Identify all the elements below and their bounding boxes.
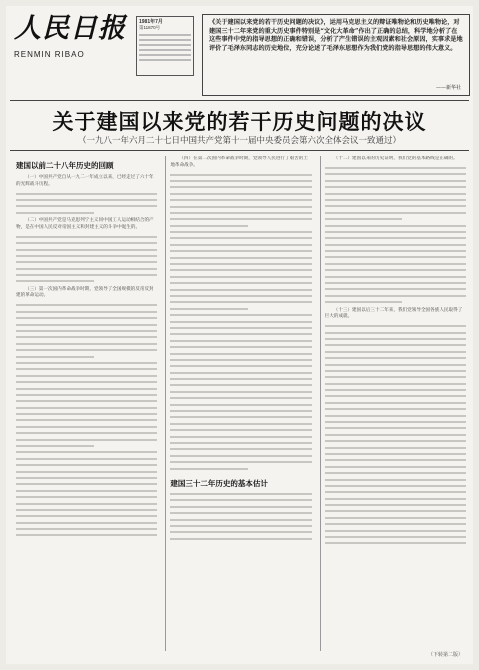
paragraph: （十三）建国以后三十二年来，我们党领导全国各族人民取得了巨大的成就。: [324, 307, 463, 320]
date-line: 1981年7月: [139, 19, 163, 25]
article-column-1: [16, 156, 157, 651]
headline-rule: [10, 150, 469, 151]
editorial-note-text: 《关于建国以来党的若干历史问题的决议》，运用马克思主义的辩证唯物论和历史唯物论，对建国三十二年来党的重大历史事件特别是“文化大革命”作出了正确的总结，科学地分析了在这些事件中党的指导思想的正确和错误，分析了产生错误的主观因素和社会原因，实事求是地评价了毛泽东同志的历史地位，充分论述了毛泽东思想作为我们党的指导思想的伟大意义。: [209, 19, 463, 52]
masthead: [14, 12, 134, 82]
article-headline: 关于建国以来党的若干历史问题的决议: [52, 109, 427, 134]
editorial-note-source: ——新华社: [435, 84, 461, 91]
paragraph: （四）在第二次国内革命战争时期，党领导人民进行了艰苦的土地革命战争。: [170, 156, 308, 168]
continued-note: （下转第二版）: [427, 652, 463, 658]
article-subtitle: （一九八一年六月二十七日中国共产党第十一届中央委员会第六次全体会议一致通过）: [77, 136, 401, 146]
top-rule: [10, 100, 469, 101]
issue-info: 第11870号: [139, 25, 161, 30]
article-column-3: [320, 156, 466, 651]
paragraph: （三）第一次国内革命战争时期，党领导了全国规模的反帝反封建的革命运动。: [16, 286, 154, 299]
date-box-lines: [139, 34, 191, 61]
paragraph: （十二）建国以来的历史证明，我们党的基本路线是正确的。: [333, 156, 458, 161]
newspaper-page: [6, 6, 473, 664]
article-column-2: [165, 156, 311, 651]
section-title-history: 建国以前二十八年历史的回顾: [16, 161, 114, 170]
date-box: [136, 16, 194, 76]
paragraph: （二）中国共产党是马克思列宁主义同中国工人运动相结合的产物，是在中国人民反对帝国主义和封建主义的斗争中诞生的。: [16, 218, 154, 230]
editorial-note-box: [202, 14, 470, 96]
section-title-assessment: 建国三十二年历史的基本估计: [170, 478, 268, 488]
article-columns: [16, 156, 466, 651]
newspaper-romanized-name: RENMIN RIBAO: [14, 50, 85, 59]
paragraph: （一）中国共产党自从一九二一年成立以来，已经走过了六十年的光辉战斗历程。: [16, 175, 154, 187]
newspaper-logo: 人民日报: [14, 13, 126, 44]
